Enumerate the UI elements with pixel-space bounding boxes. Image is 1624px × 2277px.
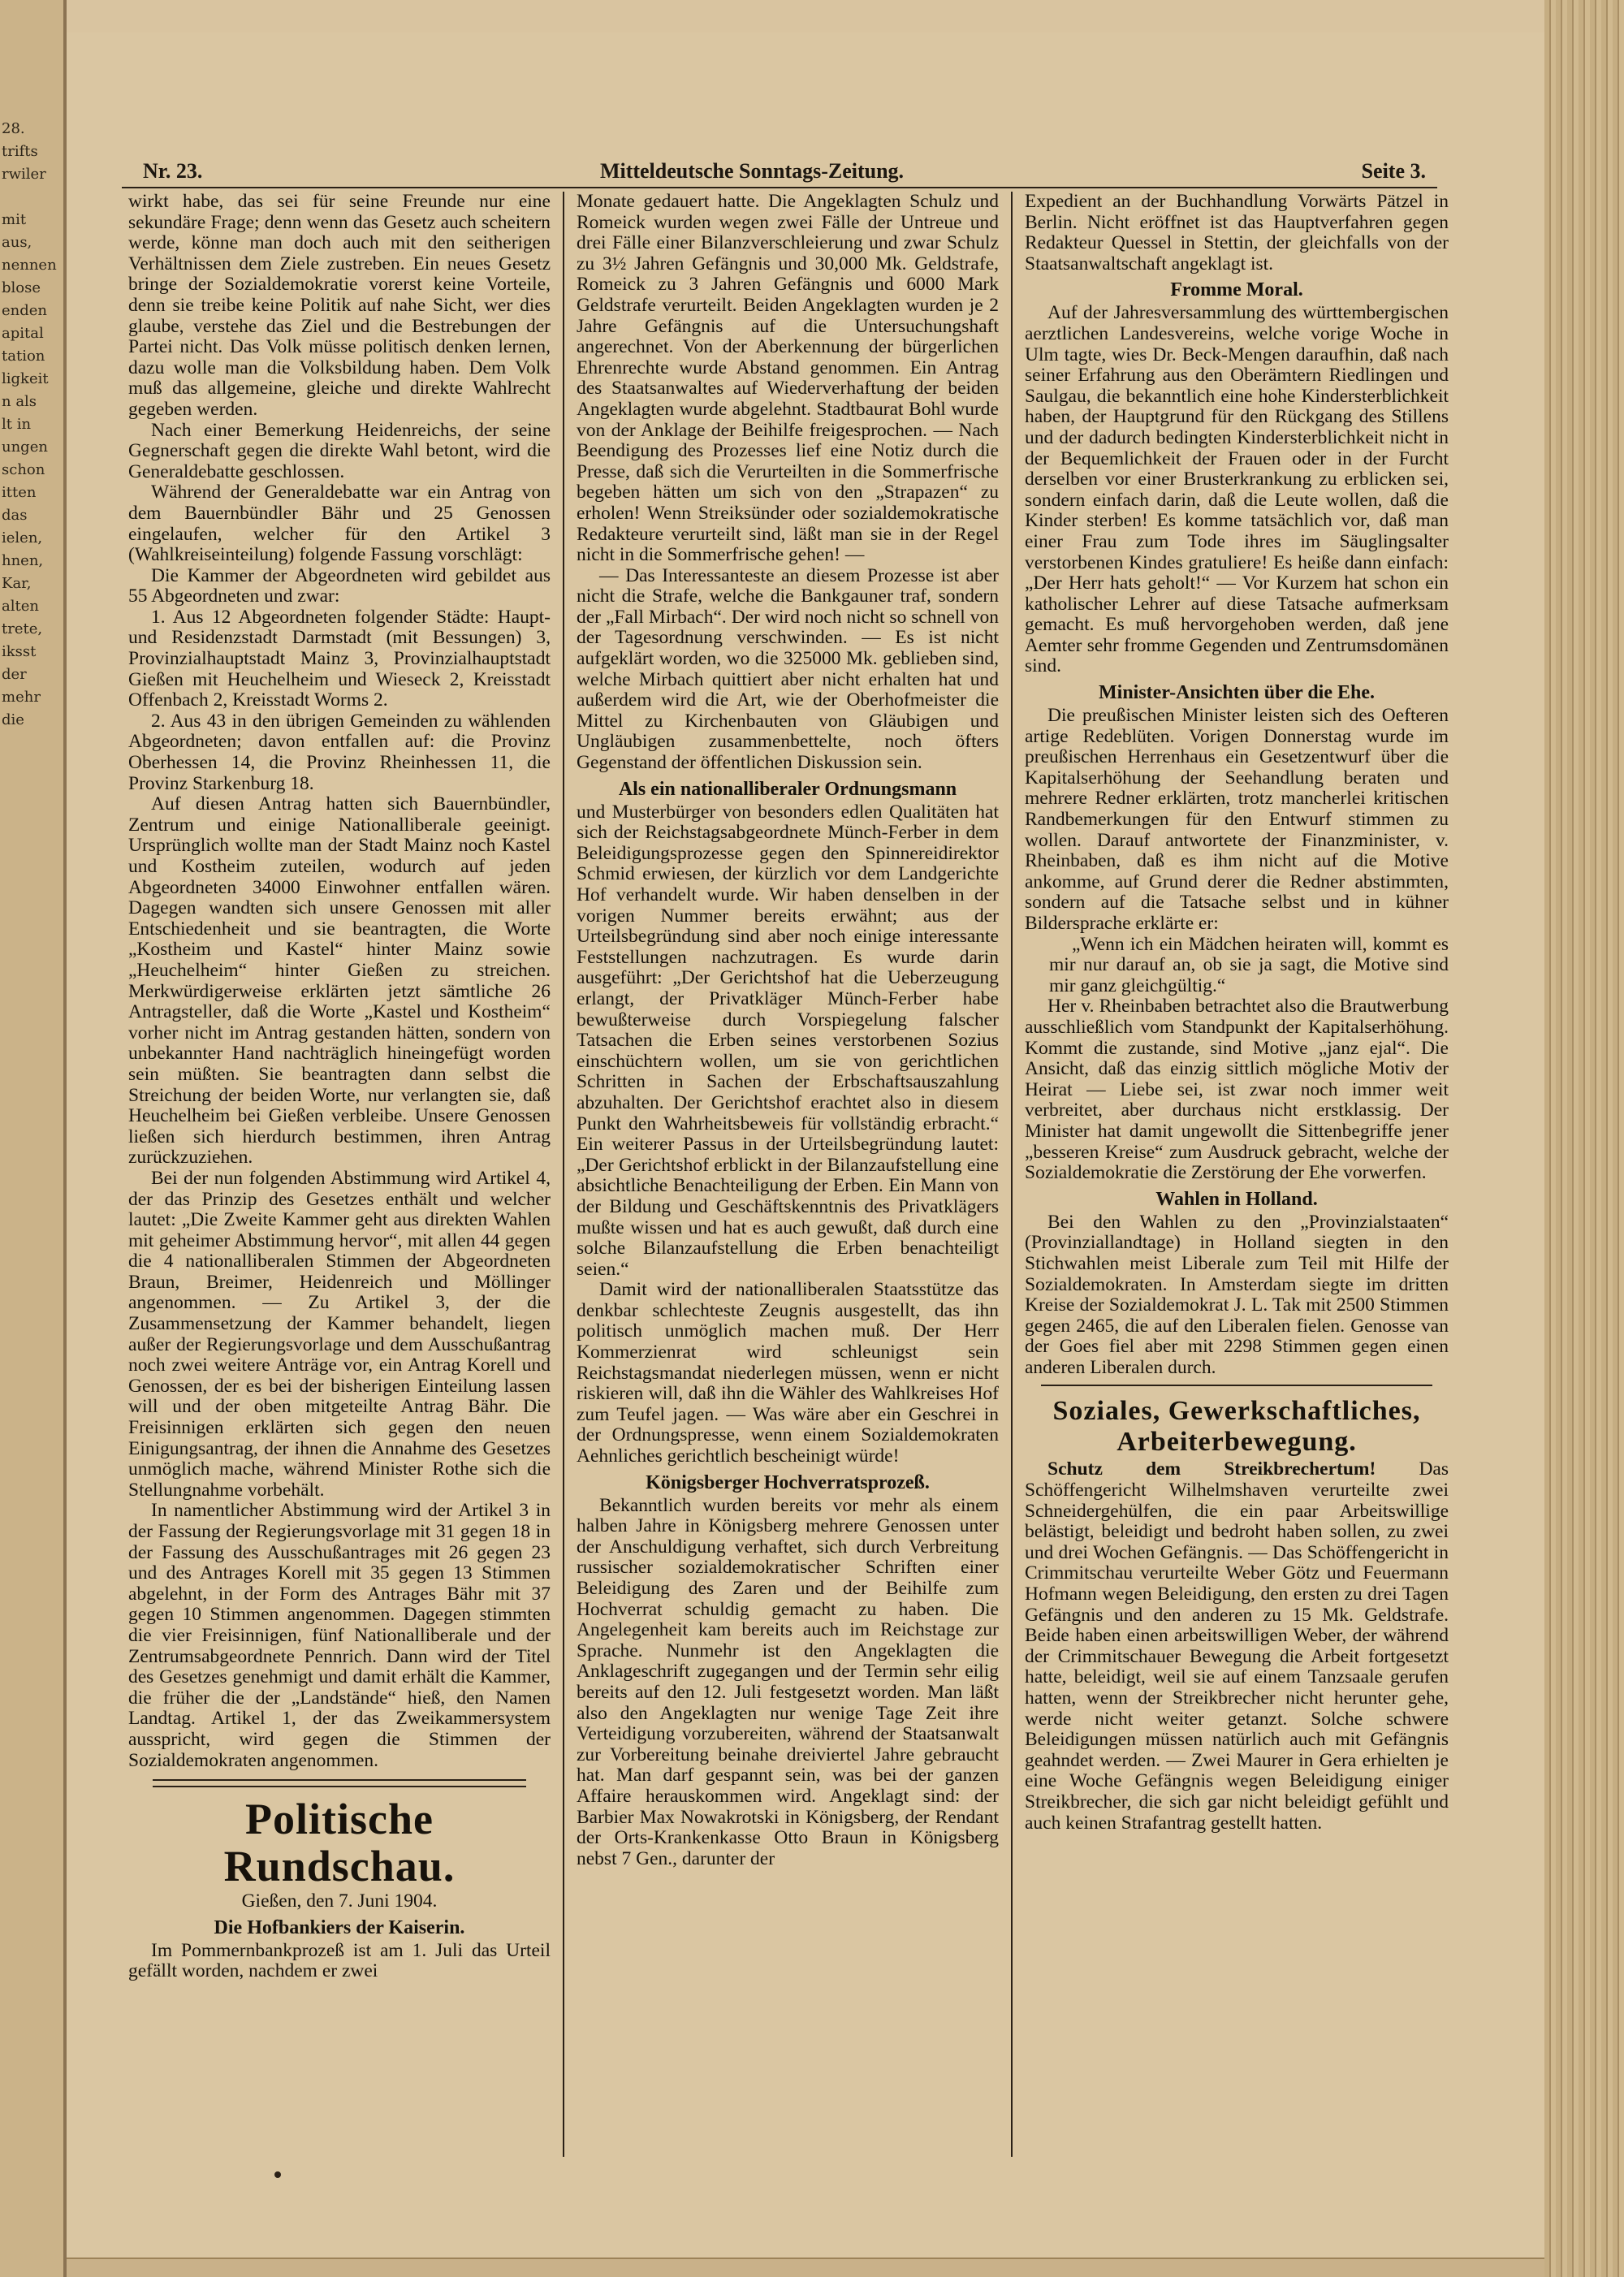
paragraph: Nach einer Bemerkung Heidenreichs, der seine Gegnerschaft gegen die direkte Wahl betont, wird die Generaldebatte geschlossen. <box>128 419 551 482</box>
margin-fragment: Kar, <box>2 575 32 592</box>
paragraph: 2. Aus 43 in den übrigen Gemeinden zu wählenden Abgeordneten; davon entfallen auf: die Provinz Oberhessen 14, die Provinz Rheinhessen 11, die Provinz Starkenburg 18. <box>128 710 551 794</box>
margin-fragment: lt in <box>2 416 32 433</box>
paragraph: Bei der nun folgenden Abstimmung wird Artikel 4, der das Prinzip des Gesetzes enthält und welcher lautet: „Die Zweite Kammer geht aus direkten Wahlen mit geheimer Abstimmung hervor“, mit allen 44 gegen die 4 nationalliberalen Stimmen der Abgeordneten Braun, Breimer, Heidenreich und Möllinger angenommen. — Zu Artikel 3, der die Zusammensetzung der Kammer behandelt, liegen außer der Regierungsvorlage und dem Ausschußantrag noch zwei weitere Anträge vor, ein Antrag Korell und Genossen, der es bei der bisherigen Einteilung lassen will und der oben mitgeteilte Antrag Bähr. Die Freisinnigen erklärten sich gegen den neuen Einigungsantrag, der ihnen die Annahme des Gesetzes unmöglich mache, während Minister Rothe sich die Stellungnahme vorbehält. <box>128 1167 551 1501</box>
quotation: „Wenn ich ein Mädchen heiraten will, kommt es mir nur darauf an, ob sie ja sagt, die Motive sind mir ganz gleichgültig.“ <box>1049 933 1449 996</box>
paragraph: wirkt habe, das sei für seine Freunde nur eine sekundäre Frage; denn wenn das Gesetz auch scheitern werde, könne man doch auch mit den seitherigen Verhältnissen dem Ziele zustreben. Ein neues Gesetz bringe der Sozialdemokratie vorerst keine Vorteile, denn sie treibe keine Politik auf nahe Sicht, wer dies glaube, verstehe das Ziel und die Bestrebungen der Partei nicht. Das Volk müsse politisch denken lernen, dazu wolle man die Volksbildung haben. Dem Volk muß das allgemeine, gleiche und direkte Wahlrecht gegeben werden. <box>128 192 551 420</box>
article-heading: Als ein nationalliberaler Ordnungsmann <box>618 778 957 800</box>
column-rule-2 <box>1011 192 1013 2157</box>
margin-fragment: mehr <box>2 689 41 706</box>
margin-fragment: itten <box>2 484 37 501</box>
ink-spot <box>274 2171 281 2178</box>
column-rule-1 <box>563 192 564 2157</box>
margin-fragment: aus, <box>2 234 32 251</box>
margin-fragment: die <box>2 711 24 728</box>
paragraph: Die preußischen Minister leisten sich des Oefteren artige Redeblüten. Vorigen Donnerstag wurde im preußischen Herrenhaus ein Gesetzentwurf über die Kapitalserhöhung der Seehandlung beraten und mehrere Redner erklärten, trotz mancherlei kritischen Randbemerkungen für den Entwurf stimmen zu wollen. Darauf antwortete der Finanzminister, v. Rheinbaben, daß es ihm nicht auf die Motive ankomme, auf Grund derer die Redner abstimmten, sondern auf die Tatsache selbst und in kühner Bildersprache erklärte er: <box>1025 705 1449 934</box>
paragraph: — Das Interessanteste an diesem Prozesse ist aber nicht die Strafe, welche die Bankgauner traf, sondern der „Fall Mirbach“. Der wird noch nicht so schnell von der Tagesordnung verschwinden. — Es ist nicht aufgeklärt worden, wo die 325000 Mk. geblieben sind, welche Mirbach quittiert aber nicht erhalten hat und außerdem wird die Art, wie der Oberhofmeister die Mittel zu Kirchenbauten von Gläubigen und Ungläubigen zusammenbettelte, noch öfters Gegenstand der öffentlichen Diskussion sein. <box>577 564 999 774</box>
header-rule <box>122 187 1437 188</box>
margin-fragment: nennen <box>2 257 57 274</box>
page-bottom-edge <box>67 2258 1544 2277</box>
margin-fragment: ligkeit <box>2 370 49 387</box>
paragraph: Her v. Rheinbaben betrachtet also die Brautwerbung ausschließlich vom Standpunkt der Kapitalserhöhung. Kommt die zustande, sind Motive „janz ejal“. Die Ansicht, daß das einzig sittlich mögliche Motiv der Heirat — Liebe sei, ist zwar noch immer weit verbreitet, aber durchaus nicht erstklassig. Der Minister hat damit ungewollt die Sittenbegriffe jener „besseren Kreise“ zum Ausdruck gebracht, welche der Sozialdemokratie die Zerstörung der Ehe vorwerfen. <box>1025 996 1449 1184</box>
paragraph: Im Pommernbankprozeß ist am 1. Juli das Urteil gefällt worden, nachdem er zwei <box>128 1939 551 1982</box>
column-middle <box>577 192 999 2141</box>
page-stack-edge <box>1544 0 1624 2277</box>
dateline: Gießen, den 7. Juni 1904. <box>241 1890 438 1912</box>
article-heading: Wahlen in Holland. <box>1155 1188 1318 1210</box>
paragraph: Während der Generaldebatte war ein Antrag von dem Bauernbündler Bähr und 25 Genossen eingelaufen, welcher für den Artikel 3 (Wahlkreiseinteilung) folgende Fassung vorschlägt: <box>128 482 551 566</box>
margin-fragment: apital <box>2 325 44 342</box>
newspaper-title: Mitteldeutsche Sonntags-Zeitung. <box>599 159 905 183</box>
margin-fragment: hnen, <box>2 552 44 569</box>
article-heading: Königsberger Hochverratsprozeß. <box>646 1471 930 1493</box>
margin-fragment: ielen, <box>2 529 43 547</box>
page-number: Seite 3. <box>1361 159 1426 183</box>
paragraph: Die Kammer der Abgeordneten wird gebildet aus 55 Abgeordneten und zwar: <box>128 564 551 607</box>
section-divider <box>1041 1385 1432 1386</box>
column-right <box>1025 192 1449 2141</box>
article-heading: Fromme Moral. <box>1170 279 1303 301</box>
paragraph: 1. Aus 12 Abgeordneten folgender Städte: Haupt- und Residenzstadt Darmstadt (mit Bessungen) 3, Provinzialhauptstadt Mainz 3, Provinzialhauptstadt Gießen mit Heuchelheim und Wieseck 2, Kreisstadt Offenbach 2, Kreisstadt Worms 2. <box>128 606 551 711</box>
margin-fragment: iksst <box>2 643 37 660</box>
paragraph-text: Das Schöffengericht Wilhelmshaven verurteilte zwei Schneidergehülfen, die ein paar Arbeitswillige belästigt, beleidigt und bedroht haben sollen, zu zwei und drei Wochen Gefängnis. — Das Schöffengericht in Crimmitschau verurteilte Weber Götz und Feuermann Hofmann wegen Beleidigung, den ersten zu drei Tagen Gefängnis und den anderen zu 15 Mk. Geldstrafe. Beide haben einen arbeitswilligen Weber, der während der Crimmitschauer Bewegung die Arbeit fortgesetzt hatte, beleidigt, weil sie auf einem Tanzsaale gerufen hatten, wenn der Streikbrecher nicht herunter gehe, werde nicht weiter getanzt. Solche schwere Beleidigungen müssen natürlich auch mit Gefängnis geahndet werden. — Zwei Maurer in Gera erhielten je eine Woche Gefängnis wegen Beleidigung einiger Streikbrecher, die sich gar nicht beleidigt gefühlt und auch keinen Strafantrag gestellt hatten. <box>1025 1458 1449 1834</box>
margin-fragment: der <box>2 666 27 683</box>
issue-number: Nr. 23. <box>143 159 203 183</box>
paragraph: Monate gedauert hatte. Die Angeklagten Schulz und Romeick wurden wegen zwei Fälle der Untreue und drei Fälle einer Bilanzverschleierung und zwar Schulz zu 3½ Jahren Gefängnis und 30,000 Mk. Geldstrafe, Romeick zu 3 Jahren Gefängnis und 6000 Mark Geldstrafe verurteilt. Beiden Angeklagten wurden je 2 Jahre Gefängnis auf die Untersuchungshaft angerechnet. Von der Aberkennung der bürgerlichen Ehrenrechte wurde Abstand genommen. Ein Antrag des Staatsanwaltes auf Wiederverhaftung der beiden Angeklagten wurde abgelehnt. Stadtbaurat Bohl wurde von der Anklage der Beihilfe freigesprochen. — Nach Beendigung des Prozesses lief eine Notiz durch die Presse, daß sich die Verurteilten in die Sommerfrische begeben hätten um sich von den „Strapazen“ zu erholen! Wenn Streiksünder oder sozialdemokratische Redakteure verurteilt sind, läßt man sie in der Regel nicht in die Sommerfrische gehen! — <box>577 192 999 566</box>
article-heading: Minister-Ansichten über die Ehe. <box>1099 682 1375 704</box>
margin-fragment: rwiler <box>2 166 46 183</box>
margin-fragment: ungen <box>2 439 48 456</box>
paragraph: Damit wird der nationalliberalen Staatsstütze das denkbar schlechteste Zeugnis ausgestellt, das ihn politisch unmöglich machen muß. Der Herr Kommerzienrat wird schleunigst sein Reichstagsmandat niederlegen müssen, wenn er nicht riskieren will, daß ihn die Wähler des Wahlkreises Hof zum Teufel jagen. — Was wäre aber ein Geschrei in der Ordnungspresse, wenn einem Sozialdemokraten Aehnliches gerichtlich bescheinigt würde! <box>577 1279 999 1467</box>
run-in-heading: Schutz dem Streikbrechertum! <box>1047 1458 1376 1480</box>
paragraph: Auf diesen Antrag hatten sich Bauernbündler, Zentrum und einige Nationalliberale geeinigt. Ursprünglich wollte man der Stadt Mainz noch Kastel und Kostheim zuteilen, wodurch auf jeden Abgeordneten 34000 Einwohner entfallen wären. Dagegen wandten sich unsere Genossen mit aller Entschiedenheit und sie beantragten, die Worte „Kostheim und Kastel“ hinter Mainz sowie „Heuchelheim“ hinter Gießen zu streichen. Merkwürdigerweise erklärten jetzt sämtliche 26 Antragsteller, daß die Worte „Kastel und Kostheim“ vorher nicht im Antrag gestanden hätten, sondern von unbekannter Hand nachträglich hineingefügt worden sein müßten. Sie beantragten dann selbst die Streichung der beiden Worte, nur verlangten sie, daß Heuchelheim bei Gießen verbleibe. Unsere Genossen ließen sich hierdurch bestimmen, ihren Antrag zurückzuziehen. <box>128 793 551 1169</box>
margin-fragment: trete, <box>2 620 43 637</box>
margin-fragment: 28. <box>2 120 25 137</box>
margin-fragment: alten <box>2 598 39 615</box>
article-heading: Die Hofbankiers der Kaiserin. <box>214 1916 465 1938</box>
paragraph: Bekanntlich wurden bereits vor mehr als einem halben Jahre in Königsberg mehrere Genossen unter der Anschuldigung verhaftet, sich durch Verbreitung russischer sozialdemokratischer Schriften einer Beleidigung des Zaren und der Beihilfe zum Hochverrat schuldig gemacht zu haben. Die Angelegenheit kam bereits auch im Reichstage zur Sprache. Nunmehr ist den Angeklagten die Anklageschrift zugegangen und der Termin sehr eilig bereits auf den 12. Juli festgesetzt worden. Man läßt also den Angeklagten nur wenige Tage Zeit ihre Verteidigung vorzubereiten, während der Staatsanwalt zur Vorbereitung beinahe dreiviertel Jahre gebraucht hat. Man darf gespannt sein, was bei der ganzen Affaire herauskommen wird. Angeklagt sind: der Barbier Max Nowakrotski in Königsberg, der Rendant der Orts-Krankenkasse Otto Braun in Königsberg nebst 7 Gen., darunter der <box>577 1494 999 1869</box>
paragraph <box>1025 1459 1449 1834</box>
margin-fragment: trifts <box>2 143 38 160</box>
paragraph: und Musterbürger von besonders edlen Qualitäten hat sich der Reichstagsabgeordnete Münch-Ferber in dem Beleidigungsprozesse gegen den Spinnereidirektor Schmid erwiesen, der kürzlich vor dem Landgerichte Hof verhandelt wurde. Wir haben denselben in der vorigen Nummer bereits erwähnt; aus der Urteilsbegründung sind aber noch einige interessante Feststellungen nachzutragen. Es wurde darin ausgeführt: „Der Gerichtshof hat die Ueberzeugung erlangt, der Privatkläger Münch-Ferber habe bewußterweise durch Vorspiegelung falscher Tatsachen die Erben seines verstorbenen Sozius einschüchtern wollen, um sie von gerichtlichen Schritten in Sachen der Erbschaftsauszahlung abzuhalten. Der Gerichtshof erachtet also in diesem Punkt den Wahrheitsbeweis für vollständig erbracht.“ Ein weiterer Passus in der Urteilsbegründung lautet: „Der Gerichtshof erblickt in der Bilanzaufstellung eine absichtliche Benachteiligung der Erben. Ein Mann von der Bildung und Geschäftskenntnis des Privatklägers mußte wissen und hat es auch gewußt, daß durch eine solche Bilanzaufstellung die Erben benachteiligt seien.“ <box>577 801 999 1280</box>
margin-fragment: blose <box>2 279 41 296</box>
facing-page-margin <box>0 0 67 2277</box>
column-left <box>128 192 551 2222</box>
section-title-soziales: Soziales, Gewerkschaftliches, Arbeiterbewegung. <box>1052 1396 1421 1458</box>
paragraph: In namentlicher Abstimmung wird der Artikel 3 in der Fassung der Regierungsvorlage mit 31 gegen 18 in der Fassung des Ausschußantrages mit 26 gegen 23 und des Antrages Korell mit 35 gegen 13 Stimmen abgelehnt, in der Form des Antrages Bähr mit 37 gegen 10 Stimmen angenommen. Dagegen stimmten die vier Freisinnigen, fünf Nationalliberale und der Zentrumsabgeordnete Pennrich. Dann wird der Titel des Gesetzes genehmigt und damit erhält die Kammer, die früher die der „Landstände“ hieß, den Namen Landtag. Artikel 1, der das Zweikammersystem ausspricht, wird gegen die Stimmen der Sozialdemokraten angenommen. <box>128 1500 551 1771</box>
paragraph: Auf der Jahresversammlung des württembergischen aerztlichen Landesvereins, welche vorige Woche in Ulm tagte, wies Dr. Beck-Mengen daraufhin, daß nach seiner Erfahrung aus den Oberämtern Riedlingen und Saulgau, die bekanntlich eine hohe Kindersterblichkeit haben, der Hauptgrund für den Rückgang des Stillens und der dadurch bedingten Kindersterblichkeit nicht in der Bequemlichkeit der Frauen oder in der Furcht derselben vor einer Brusterkrankung zu erblicken sei, sondern einfach darin, daß die Leute wollen, daß die Kinder sterben! Es komme tatsächlich vor, daß man einer Frau zum Tode ihres im Säuglingsalter verstorbenen Kindes gratuliere! Es heiße dann einfach: „Der Herr hats geholt!“ — Vor Kurzem hat schon ein katholischer Lehrer auf diese Tatsache aufmerksam gemacht. Es muß hervorgehoben werden, daß jene Aemter sehr fromme Gegenden und Zentrumsdomänen sind. <box>1025 302 1449 677</box>
margin-fragment: enden <box>2 302 48 319</box>
margin-fragment: das <box>2 507 28 524</box>
paragraph: Expedient an der Buchhandlung Vorwärts Pätzel in Berlin. Nicht eröffnet ist das Hauptverfahren gegen Redakteur Quessel in Stettin, der gleichfalls von der Staatsanwaltschaft angeklagt ist. <box>1025 192 1449 274</box>
paragraph: Bei den Wahlen zu den „Provinzialstaaten“ (Provinziallandtage) in Holland siegten in den Stichwahlen meist Liberale zum Teil mit Hilfe der Sozialdemokraten. In Amsterdam siegte im dritten Kreise der Sozialdemokrat J. L. Tak mit 2500 Stimmen gegen 2465, die auf den Liberalen fielen. Genosse van der Goes fiel aber mit 2298 Stimmen gegen einen anderen Liberalen durch. <box>1025 1211 1449 1378</box>
margin-fragment: n als <box>2 393 37 410</box>
section-divider <box>153 1779 526 1787</box>
margin-fragment: schon <box>2 461 45 478</box>
section-title-politische-rundschau: Politische Rundschau. <box>223 1795 456 1891</box>
margin-fragment: mit <box>2 211 27 228</box>
margin-fragment: tation <box>2 348 45 365</box>
